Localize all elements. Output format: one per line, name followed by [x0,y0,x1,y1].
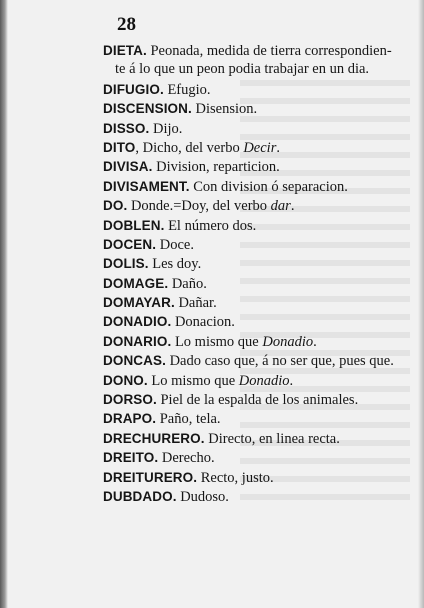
glossary-entry [103,332,408,351]
glossary-entry [103,138,408,157]
entry-definition: Dañar. [174,295,217,312]
glossary-entry [103,390,408,409]
entry-punctuation: . [290,198,295,215]
entry-headword: DOMAYAR. [103,295,175,311]
glossary-entry [103,196,408,215]
glossary-entry [103,448,408,467]
entry-headword: DIVISAMENT. [103,178,190,194]
glossary-entry [103,41,408,60]
entry-headword: DONCAS. [103,353,166,369]
glossary-entry [103,351,408,370]
entry-headword: DONADIO. [103,314,172,330]
entry-definition: Donde.=Doy, del verbo [127,198,271,215]
entry-punctuation: . [313,333,317,350]
entry-headword: DITO [103,139,136,155]
glossary-entry [103,409,408,428]
entry-headword: DIFUGIO. [103,81,164,97]
glossary-entry [103,177,408,196]
entry-headword: DOLIS. [103,256,149,272]
entry-definition: Lo mismo que [171,333,263,350]
entry-definition: Donacion. [171,314,235,331]
entry-definition: Dijo. [149,120,183,137]
entry-headword: DISSO. [103,120,150,136]
page-gutter-shadow [0,0,8,608]
entry-cross-reference: Donadio [262,333,314,350]
glossary-entry [103,235,408,254]
glossary-entry [103,468,408,487]
entry-definition: Les doy. [148,256,202,273]
entry-definition: Efugio. [163,81,211,98]
entry-punctuation: . [289,372,294,389]
entry-headword: DISCENSION. [103,101,192,117]
page-number: 28 [117,14,136,35]
entry-definition: Disension. [191,101,258,118]
entry-definition: Lo mismo que [147,372,239,389]
glossary-entry [103,429,408,448]
entry-headword: DRECHURERO. [103,430,205,446]
glossary-entry [103,80,408,99]
glossary-entry [103,274,408,293]
entry-definition: Con division ó separacion. [189,178,348,195]
glossary-entry [103,371,408,390]
entry-headword: DONO. [103,372,148,388]
glossary-entry [103,487,408,506]
entry-definition: Dudoso. [176,488,229,505]
entry-definition: Division, reparticion. [152,159,280,176]
entry-definition: Peonada, medida de tierra correspondien- [146,43,392,59]
entry-headword: DO. [103,198,128,214]
entry-continuation [103,60,408,79]
glossary-entry [103,312,408,331]
entry-definition: Piel de la espalda de los animales. [156,392,359,409]
glossary-entry [103,157,408,176]
entry-definition: Doce. [156,236,194,253]
glossary-entry [103,119,408,138]
entry-headword: DOBLEN. [103,217,165,233]
entry-definition: Dado caso que, á no ser que, pues que. [165,353,394,370]
entry-definition: Recto, justo. [197,469,274,486]
entry-definition: Paño, tela. [156,411,221,428]
entry-cross-reference: Donadio [238,372,290,389]
entry-headword: DONARIO. [103,333,172,349]
entry-definition: Daño. [168,275,207,292]
entry-headword: DIVISA. [103,159,153,175]
entry-punctuation: . [276,139,280,156]
entry-headword: DOCEN. [103,236,157,252]
entry-headword: DREITURERO. [103,469,198,485]
entry-headword: DIETA. [103,43,147,58]
entry-headword: DUBDADO. [103,488,177,504]
entry-definition: Derecho. [158,450,215,467]
entry-definition: te á lo que un peon podia trabajar en un dia. [115,61,370,78]
entry-cross-reference: Decir [243,139,277,156]
entry-definition: , Dicho, del verbo [135,139,244,156]
glossary-entry [103,216,408,235]
entry-headword: DORSO. [103,392,157,408]
entry-cross-reference: dar [270,198,291,215]
entry-definition: El número dos. [164,217,257,234]
entry-definition: Directo, en linea recta. [204,430,340,447]
glossary-entry [103,293,408,312]
entry-headword: DOMAGE. [103,275,169,291]
entry-headword: DREITO. [103,450,159,466]
glossary-entry [103,99,408,118]
page-edge-shadow [418,0,424,608]
glossary-entries [103,41,408,506]
entry-headword: DRAPO. [103,411,157,427]
glossary-entry [103,254,408,273]
